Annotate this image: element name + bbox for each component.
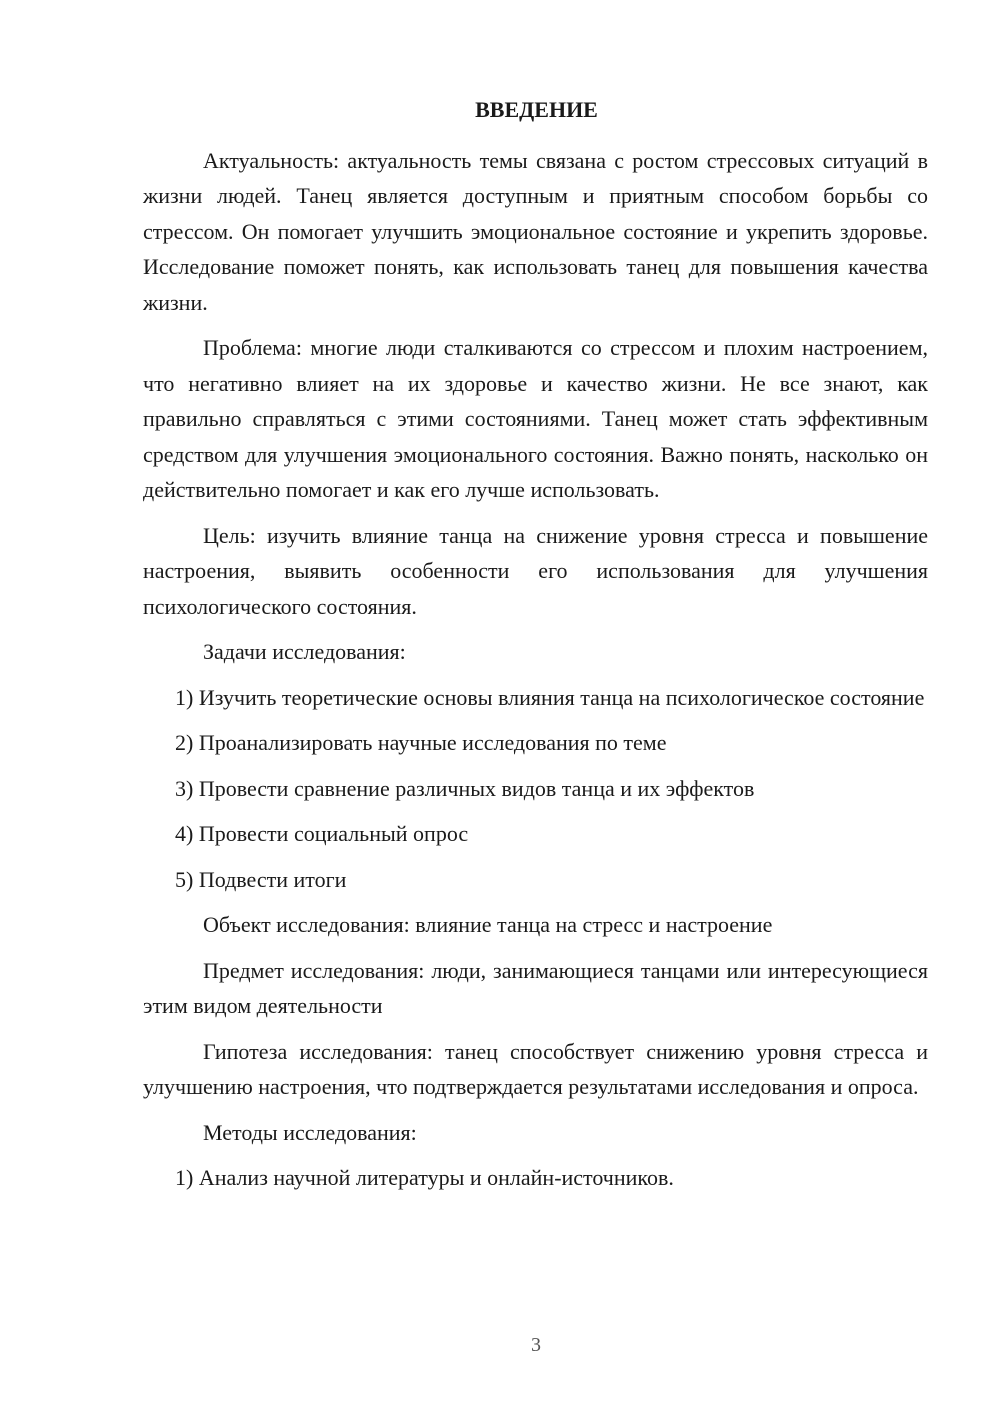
page-number: 3 <box>531 1334 541 1356</box>
task-item-2: 2) Проанализировать научные исследования по теме <box>175 730 667 755</box>
task-item-5: 5) Подвести итоги <box>175 866 347 892</box>
task-item-3: 3) Провести сравнение различных видов танца и их эффектов <box>175 775 755 801</box>
tasks-heading: Задачи исследования: <box>203 639 406 664</box>
paragraph-object: Объект исследования: влияние танца на стресс и настроение <box>203 912 773 937</box>
methods-heading: Методы исследования: <box>203 1119 417 1145</box>
paragraph-hypothesis: Гипотеза исследования: танец способствует снижению уровня стресса и улучшению настроения, что подтверждается результатами исследования и опроса. <box>143 1038 928 1099</box>
paragraph-goal: Цель: изучить влияние танца на снижение уровня стресса и повышение настроения, выявить особенности его использования для улучшения психологического состояния. <box>143 522 928 619</box>
paragraph-subject: Предмет исследования: люди, занимающиеся танцами или интересующиеся этим видом деятельности <box>143 957 928 1018</box>
method-item-1: 1) Анализ научной литературы и онлайн-источников. <box>175 1165 674 1190</box>
paragraph-problem: Проблема: многие люди сталкиваются со стрессом и плохим настроением, что негативно влияет на их здоровье и качество жизни. Не все знают, как правильно справляться с этими состояниями. Танец может стать эффективным средством для улучшения эмоционального состояния. Важно понять, насколько он действительно помогает и как его лучше использовать. <box>143 335 928 502</box>
document-page <box>143 92 928 1206</box>
task-item-1: 1) Изучить теоретические основы влияния танца на психологическое состояние <box>175 684 925 710</box>
task-item-4: 4) Провести социальный опрос <box>175 821 469 846</box>
paragraph-relevance: Актуальность: актуальность темы связана с ростом стрессовых ситуаций в жизни людей. Танец является доступным и приятным способом борьбы со стрессом. Он помогает улучшить эмоциональное состояние и укрепить здоровье. Исследование поможет понять, как использовать танец для повышения качества жизни. <box>143 147 928 315</box>
section-title: ВВЕДЕНИЕ <box>475 97 598 122</box>
